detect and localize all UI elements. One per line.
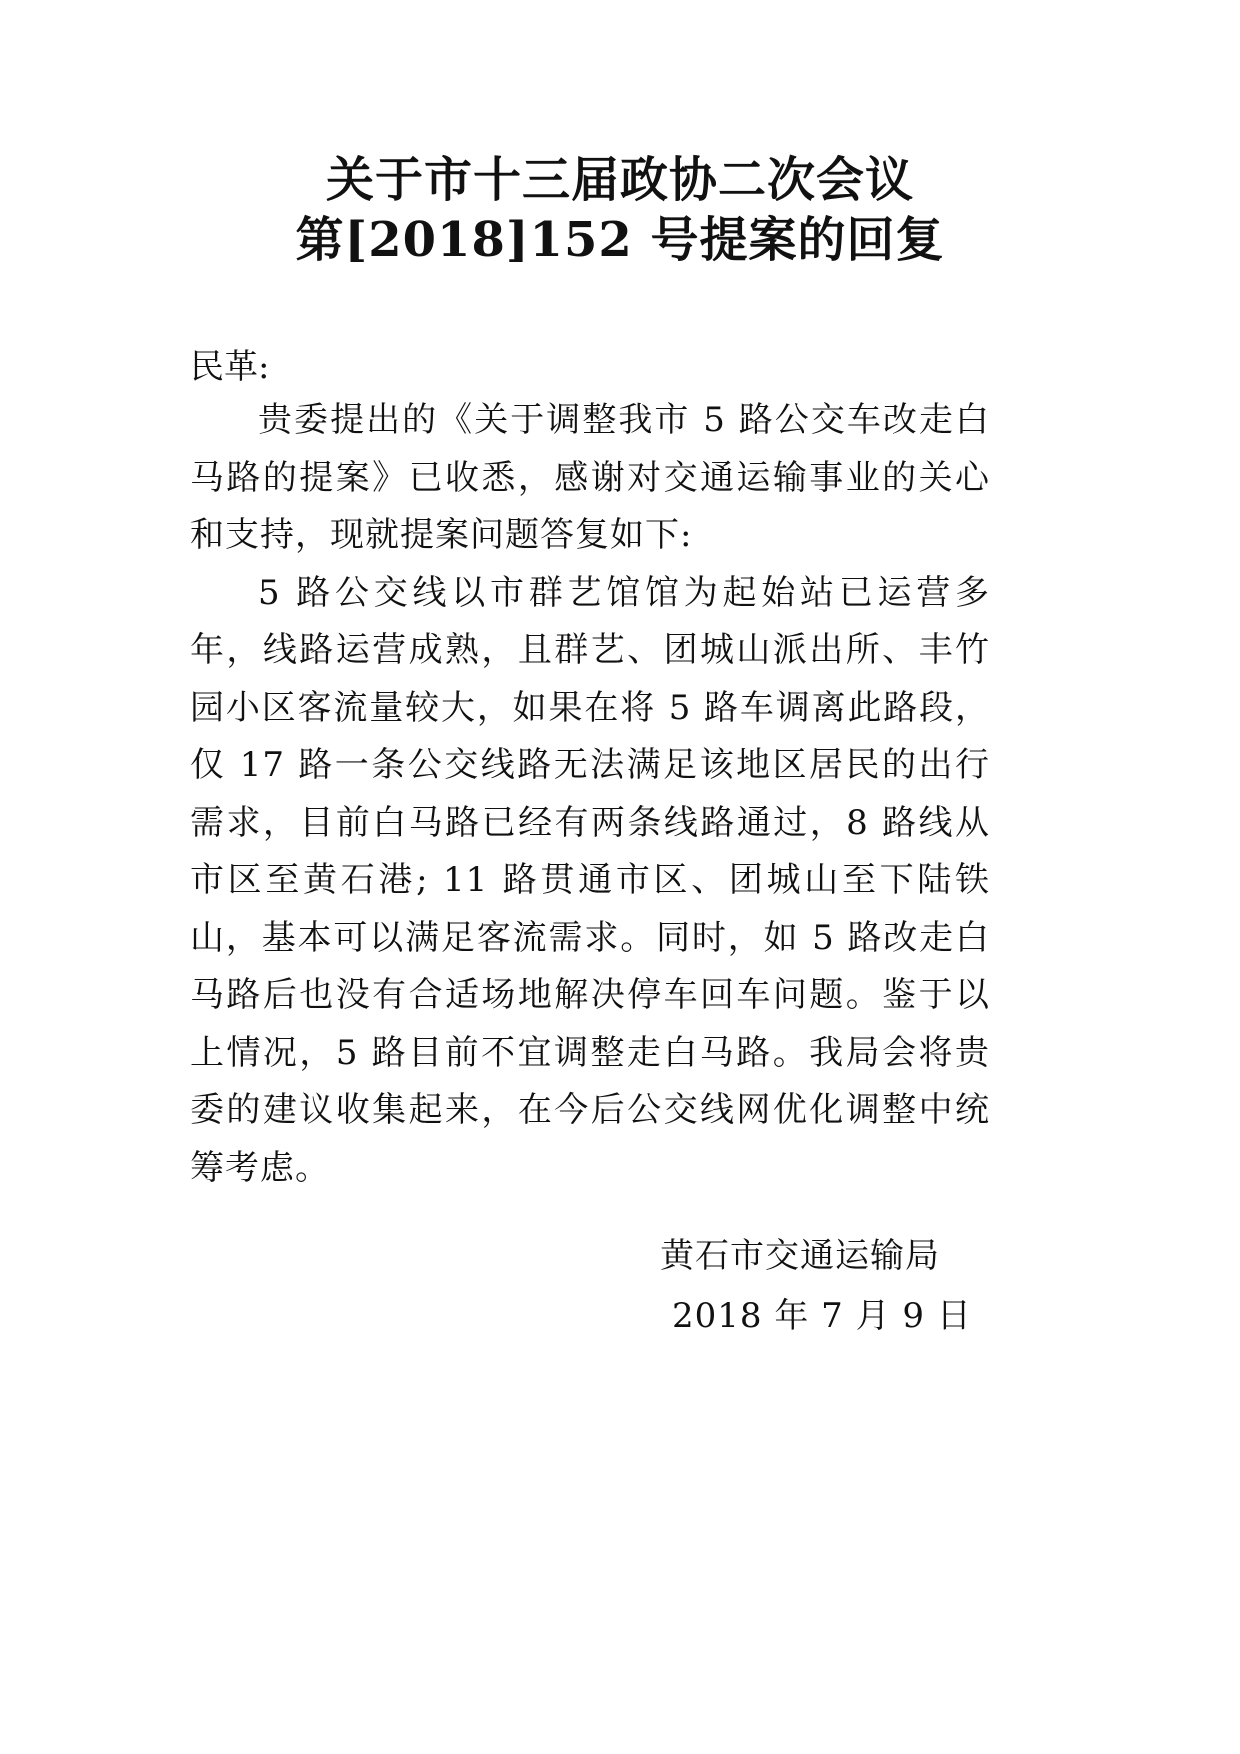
body-paragraph-2: 5 路公交线以市群艺馆馆为起始站已运营多年，线路运营成熟，且群艺、团城山派出所、丰竹园小区客流量较大，如果在将 5 路车调离此路段，仅 17 路一条公交线路无法满足该地区居民的出行需求，目前白马路已经有两条线路通过，8 路线从市区至黄石港; 11 路贯通市区、团城山至下陆铁山，基本可以满足客流需求。同时，如 5 路改走白马路后也没有合适场地解决停车回车问题。鉴于以上情况，5 路目前不宜调整走白马路。我局会将贵委的建议收集起来，在今后公交线网优化调整中统筹考虑。: [190, 572, 990, 1188]
document-title-line-1: 关于市十三届政协二次会议: [325, 152, 914, 208]
signature-date: 2018 年 7 月 9 日: [672, 1296, 972, 1336]
body-paragraph-1: 贵委提出的《关于调整我市 5 路公交车改走白马路的提案》已收悉，感谢对交通运输事业的关心和支持，现就提案问题答复如下:: [190, 400, 990, 555]
salutation: 民革:: [190, 347, 270, 387]
letter-body: [190, 392, 990, 1197]
signature-organization: 黄石市交通运输局: [660, 1236, 940, 1276]
document-title-line-2: 第[2018]152 号提案的回复: [295, 212, 945, 268]
